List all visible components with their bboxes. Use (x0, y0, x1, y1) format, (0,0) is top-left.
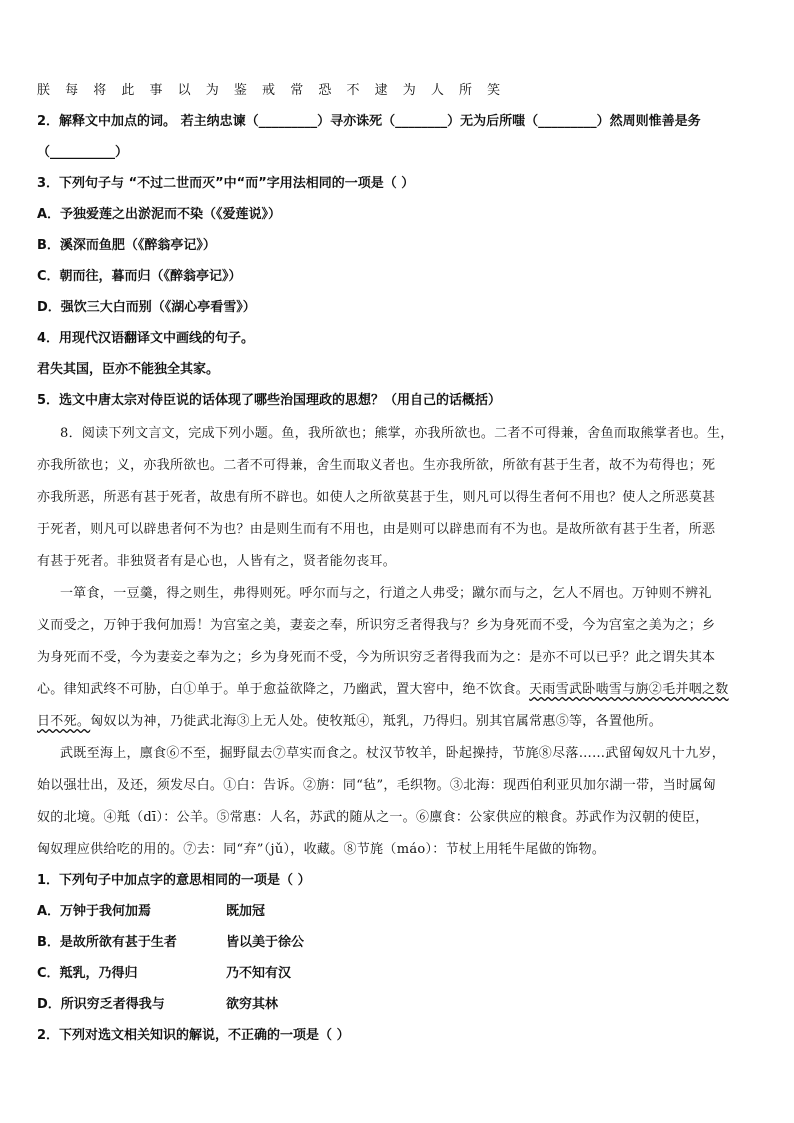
passage-line: 为身死而不受，今为妻妾之奉为之；乡为身死而不受，今为所识穷乏者得我而为之：是亦不可以已乎？此之谓失其本 (37, 650, 716, 665)
passage-line: 一箪食，一豆羹，得之则生，弗得则死。呼尔而与之，行道之人弗受；蹴尔而与之，乞人不屑也。万钟则不辨礼 (60, 586, 712, 601)
option-d: D．强饮三大白而别（《湖心亭看雪》） (37, 300, 256, 315)
choice-row (37, 995, 757, 1015)
choice-left: B．是故所欲有甚于生者 (37, 935, 177, 950)
choice-right: 欲穷其林 (226, 997, 279, 1012)
text-line: 朕 每 将 此 事 以 为 鉴 戒 常 恐 不 逮 为 人 所 笑 (37, 83, 506, 98)
passage-line: 亦我所欲也；义，亦我所欲也。二者不可得兼，舍生而取义者也。生亦我所欲，所欲有甚于生者，故不为苟得也；死 (37, 458, 716, 473)
sub-question-1: 1．下列句子中加点字的意思相同的一项是（ ） (37, 873, 311, 888)
choice-row (37, 933, 757, 953)
passage-line (37, 680, 757, 700)
underlined-sentence-end: 日不死。 (37, 714, 91, 729)
passage-line: 亦我所恶，所恶有甚于死者，故患有所不辟也。如使人之所欲莫甚于生，则凡可以得生者何不用也？使人之所恶莫甚 (37, 490, 716, 505)
footnote-line: 始以强壮出，及还，须发尽白。①白：告诉。②旃：同“毡”，毛织物。③北海：现西伯利亚贝加尔湖一带，当时属匈 (37, 778, 716, 793)
footnote-line: 奴的北境。④羝（dī）：公羊。⑤常惠：人名，苏武的随从之一。⑥廪食：公家供应的粮食。苏武作为汉朝的使臣， (37, 810, 709, 825)
choice-row (37, 902, 757, 922)
question-3: 3．下列句子与 “不过二世而灭”中“而”字用法相同的一项是（ ） (37, 176, 415, 191)
question-4: 4．用现代汉语翻译文中画线的句子。 (37, 331, 255, 346)
option-b: B．溪深而鱼肥（《醉翁亭记》） (37, 238, 216, 253)
question-2-blank: （__________） (37, 145, 129, 160)
question-2: 2．解释文中加点的词。 若主纳忠谏（_________）寻亦诛死（________）无为后所嗤（_________）然周则惟善是务 (37, 114, 701, 129)
choice-right: 皆以美于徐公 (226, 935, 305, 950)
passage-line (37, 712, 757, 732)
choice-left: A．万钟于我何加焉 (37, 904, 152, 919)
footnote-line: 匈奴理应供给吃的用的。⑦去：同“弃”（jǔ），收藏。⑧节旄（máo）：节杖上用牦牛尾做的饰物。 (37, 842, 606, 857)
passage-segment: 心。律知武终不可胁，白①单于。单于愈益欲降之，乃幽武，置大窖中，绝不饮食。 (37, 682, 530, 697)
choice-left: D．所识穷乏者得我与 (37, 997, 165, 1012)
passage-segment: 匈奴以为神，乃徙武北海③上无人处。使牧羝④，羝乳，乃得归。别其官属常惠⑤等，各置他所。 (90, 714, 663, 729)
passage-line: 于死者，则凡可以辟患者何不为也？由是则生而有不用也，由是则可以辟患而有不为也。是故所欲有甚于生者，所恶 (37, 522, 716, 537)
choice-right: 乃不知有汉 (226, 966, 292, 981)
passage-line: 义而受之，万钟于我何加焉！为宫室之美，妻妾之奉，所识穷乏者得我与？乡为身死而不受，今为宫室之美为之；乡 (37, 618, 716, 633)
passage-line: 武既至海上，廪食⑥不至，掘野鼠去⑦草实而食之。杖汉节牧羊，卧起操持，节旄⑧尽落……武留匈奴凡十九岁， (60, 746, 726, 761)
choice-row (37, 964, 757, 984)
sub-question-2: 2．下列对选文相关知识的解说，不正确的一项是（ ） (37, 1028, 350, 1043)
option-c: C．朝而往，暮而归（《醉翁亭记》） (37, 269, 242, 284)
choice-left: C．羝乳，乃得归 (37, 966, 138, 981)
translation-sentence: 君失其国，臣亦不能独全其家。 (37, 362, 220, 377)
choice-right: 既加冠 (226, 904, 266, 919)
passage-line: 8．阅读下列文言文，完成下列小题。鱼，我所欲也；熊掌，亦我所欲也。二者不可得兼，舍鱼而取熊掌者也。生， (60, 426, 734, 441)
passage-line: 有甚于死者。非独贤者有是心也，人皆有之，贤者能勿丧耳。 (37, 554, 397, 569)
underlined-sentence: 天雨雪武卧啮雪与旃②毛并咽之数 (529, 682, 729, 697)
option-a: A．予独爱莲之出淤泥而不染（《爱莲说》） (37, 207, 282, 222)
question-5: 5．选文中唐太宗对侍臣说的话体现了哪些治国理政的思想？（用自己的话概括） (37, 393, 502, 408)
